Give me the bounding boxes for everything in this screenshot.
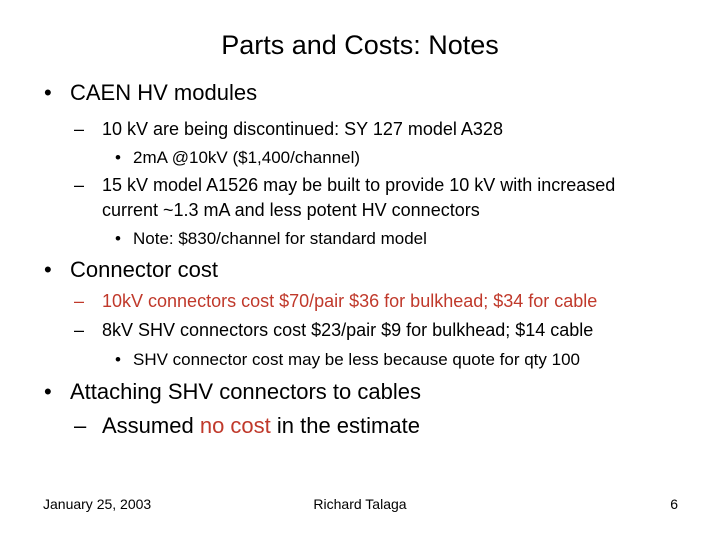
bullet-attaching-shv [44, 379, 421, 405]
text-before: Assumed [102, 413, 200, 438]
bullet-text: Attaching SHV connectors to cables [70, 379, 421, 404]
bullet-marker: • [44, 379, 52, 404]
dash-marker: – [74, 320, 85, 340]
dash-marker: – [74, 291, 85, 311]
footer-page-number: 6 [670, 496, 678, 512]
sub-bullet-text: 10 kV are being discontinued: SY 127 model A328 [102, 119, 503, 139]
bullet-marker: • [44, 80, 52, 105]
sub-bullet-10kv-connectors [74, 291, 598, 312]
sub-bullet-discontinued [74, 119, 503, 140]
footer-date: January 25, 2003 [43, 496, 152, 512]
dash-marker: – [74, 119, 85, 139]
sub-sub-bullet-text: Note: $830/channel for standard model [133, 229, 427, 248]
sub-bullet-continuation [102, 200, 480, 221]
sub-bullet-8kv-connectors [74, 320, 594, 341]
continuation-text: current ~1.3 mA and less potent HV connectors [102, 200, 480, 220]
sub-sub-bullet-text: 2mA @10kV ($1,400/channel) [133, 148, 361, 167]
sub-sub-bullet-shv-cost [115, 350, 580, 370]
bullet-connector-cost [44, 257, 218, 283]
sub-bullet-a1526 [74, 175, 616, 196]
text-after: in the estimate [270, 413, 420, 438]
sub-sub-bullet-2ma [115, 148, 361, 168]
bullet-text: CAEN HV modules [70, 80, 258, 105]
dash-marker: – [74, 413, 87, 438]
bullet-caen [44, 80, 258, 106]
highlighted-text: no cost [199, 413, 271, 438]
bullet-marker: • [115, 148, 121, 167]
bullet-marker: • [44, 257, 52, 282]
footer-author: Richard Talaga [313, 496, 407, 512]
sub-bullet-text: 10kV connectors cost $70/pair $36 for bulkhead; $34 for cable [102, 291, 598, 311]
sub-bullet-text: 8kV SHV connectors cost $23/pair $9 for bulkhead; $14 cable [102, 320, 594, 340]
bullet-marker: • [115, 350, 121, 369]
dash-marker: – [74, 175, 85, 195]
sub-bullet-text [102, 413, 420, 439]
sub-bullet-assumed-cost [74, 413, 420, 439]
sub-bullet-text: 15 kV model A1526 may be built to provide 10 kV with increased [102, 175, 616, 195]
sub-sub-bullet-text: SHV connector cost may be less because quote for qty 100 [133, 350, 580, 369]
sub-sub-bullet-note [115, 229, 427, 249]
bullet-text: Connector cost [70, 257, 218, 282]
slide-title: Parts and Costs: Notes [221, 30, 499, 60]
bullet-marker: • [115, 229, 121, 248]
